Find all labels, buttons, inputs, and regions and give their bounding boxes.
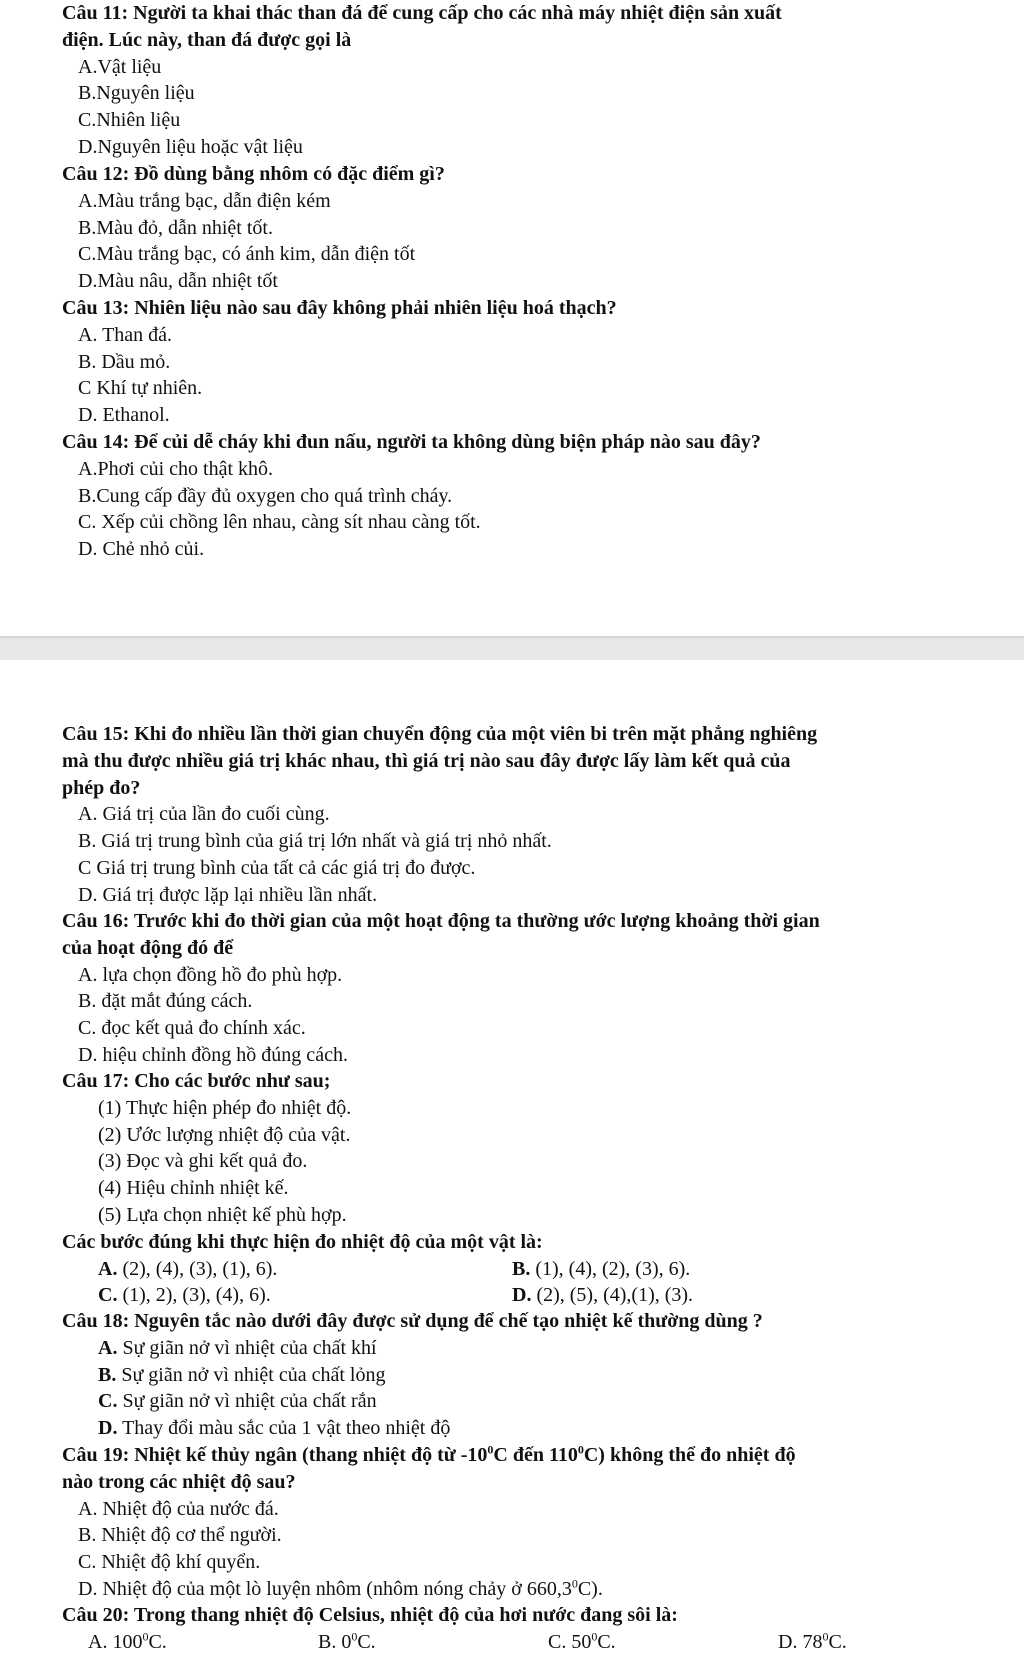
document-page-1 xyxy=(0,0,1024,636)
question-19-option-d xyxy=(0,1576,1024,1603)
answer-text: (2), (4), (3), (1), 6). xyxy=(117,1257,278,1280)
question-16-option-d: D. hiệu chỉnh đồng hồ đúng cách. xyxy=(78,1043,348,1066)
option-text: Thay đổi màu sắc của 1 vật theo nhiệt độ xyxy=(117,1417,451,1440)
question-15-line-3: phép đo? xyxy=(62,776,141,799)
question-18-text: Câu 18: Nguyên tắc nào dưới đây được sử dụng để chế tạo nhiệt kế thường dùng ? xyxy=(62,1310,763,1332)
question-14 xyxy=(0,429,1024,563)
option-degree: 0 xyxy=(142,1629,149,1644)
option-unit: C. xyxy=(357,1630,376,1653)
question-14-option-a: A.Phơi củi cho thật khô. xyxy=(78,457,273,480)
option-unit: C. xyxy=(828,1630,847,1653)
question-20-option-a xyxy=(88,1629,318,1656)
q19-text-2: C đến 110 xyxy=(493,1444,578,1466)
question-16 xyxy=(0,908,1024,1069)
question-12-option-b: B.Màu đỏ, dẫn nhiệt tốt. xyxy=(78,216,273,239)
question-12 xyxy=(0,161,1024,295)
question-13-text: Câu 13: Nhiên liệu nào sau đây không phải nhiên liệu hoá thạch? xyxy=(62,297,617,319)
question-13-option-d: D. Ethanol. xyxy=(78,404,170,427)
question-16-line-1: Câu 16: Trước khi đo thời gian của một hoạt động ta thường ước lượng khoảng thời gian xyxy=(62,910,820,932)
question-17-step-1: (1) Thực hiện phép đo nhiệt độ. xyxy=(98,1096,352,1119)
option-degree: 0 xyxy=(822,1629,829,1644)
answer-text: (1), 2), (3), (4), 6). xyxy=(117,1284,271,1307)
option-label: D. xyxy=(98,1417,118,1440)
option-text: C. 50 xyxy=(548,1630,592,1653)
question-15 xyxy=(0,721,1024,909)
question-20-option-d xyxy=(778,1629,1008,1656)
question-11 xyxy=(0,0,1024,161)
option-label: B. xyxy=(98,1363,117,1386)
question-18 xyxy=(0,1308,1024,1442)
question-12-text: Câu 12: Đồ dùng bằng nhôm có đặc điểm gì? xyxy=(62,163,445,185)
question-17-step-4: (4) Hiệu chỉnh nhiệt kế. xyxy=(98,1177,289,1200)
question-13-option-c: C Khí tự nhiên. xyxy=(78,377,203,400)
answer-text: (2), (5), (4),(1), (3). xyxy=(531,1284,694,1307)
option-unit: C. xyxy=(148,1630,167,1653)
question-17-answer-d xyxy=(512,1282,926,1309)
page-separator xyxy=(0,636,1024,662)
question-18-option-a xyxy=(0,1335,1024,1362)
answer-label: A. xyxy=(98,1257,118,1280)
question-16-option-b: B. đặt mắt đúng cách. xyxy=(78,990,253,1013)
answer-label: C. xyxy=(98,1284,118,1307)
option-label: C. xyxy=(98,1390,118,1413)
question-17-text: Câu 17: Cho các bước như sau; xyxy=(62,1070,331,1092)
option-text: A. 100 xyxy=(88,1630,143,1653)
question-15-line-1: Câu 15: Khi đo nhiều lần thời gian chuyển động của một viên bi trên mặt phẳng nghiêng xyxy=(62,723,818,745)
question-16-line-2: của hoạt động đó để xyxy=(62,936,234,959)
question-20-text: Câu 20: Trong thang nhiệt độ Celsius, nhiệt độ của hơi nước đang sôi là: xyxy=(62,1604,678,1626)
option-text: Sự giãn nở vì nhiệt của chất lỏng xyxy=(116,1363,386,1386)
question-17-answers-row-2 xyxy=(0,1282,1024,1309)
question-12-option-c: C.Màu trắng bạc, có ánh kim, dẫn điện tốt xyxy=(78,243,416,266)
question-14-option-d: D. Chẻ nhỏ củi. xyxy=(78,538,205,561)
question-13-option-a: A. Than đá. xyxy=(78,323,173,346)
question-16-option-a: A. lựa chọn đồng hồ đo phù hợp. xyxy=(78,963,343,986)
question-11-option-b: B.Nguyên liệu xyxy=(78,82,195,105)
q19-text-1: Câu 19: Nhiệt kế thủy ngân (thang nhiệt độ từ -10 xyxy=(62,1444,488,1466)
question-17-step-5: (5) Lựa chọn nhiệt kế phù hợp. xyxy=(98,1203,347,1226)
q19-text-3: C) không thể đo nhiệt độ xyxy=(583,1444,796,1466)
answer-label: D. xyxy=(512,1284,532,1307)
option-degree: 0 xyxy=(351,1629,358,1644)
document-page-2 xyxy=(0,660,1024,1656)
question-19-option-a: A. Nhiệt độ của nước đá. xyxy=(78,1497,279,1520)
q19-option-d-end: C). xyxy=(577,1577,603,1600)
question-11-option-d: D.Nguyên liệu hoặc vật liệu xyxy=(78,135,303,158)
question-20 xyxy=(0,1602,1024,1656)
question-19-option-b: B. Nhiệt độ cơ thể người. xyxy=(78,1524,282,1547)
option-text: Sự giãn nở vì nhiệt của chất rắn xyxy=(117,1390,377,1413)
question-16-option-c: C. đọc kết quả đo chính xác. xyxy=(78,1017,306,1040)
question-18-option-b xyxy=(0,1362,1024,1389)
q19-degree-1: 0 xyxy=(487,1442,494,1457)
question-15-option-a: A. Giá trị của lần đo cuối cùng. xyxy=(78,803,330,826)
question-20-options xyxy=(0,1629,1024,1656)
question-17-prompt: Các bước đúng khi thực hiện đo nhiệt độ của một vật là: xyxy=(62,1230,543,1253)
question-19-line-2: nào trong các nhiệt độ sau? xyxy=(62,1470,296,1493)
question-17-step-2: (2) Ước lượng nhiệt độ của vật. xyxy=(98,1123,351,1146)
question-15-option-d: D. Giá trị được lặp lại nhiều lần nhất. xyxy=(78,883,378,906)
question-17-answer-b xyxy=(512,1256,926,1283)
question-15-line-2: mà thu được nhiều giá trị khác nhau, thì giá trị nào sau đây được lấy làm kết quả của xyxy=(62,749,791,772)
question-14-text: Câu 14: Để củi dễ cháy khi đun nấu, người ta không dùng biện pháp nào sau đây? xyxy=(62,431,761,453)
option-text: D. 78 xyxy=(778,1630,823,1653)
question-17-step-3: (3) Đọc và ghi kết quả đo. xyxy=(98,1150,308,1173)
question-11-line-2: điện. Lúc này, than đá được gọi là xyxy=(62,28,352,51)
question-17-answer-c xyxy=(98,1282,512,1309)
answer-text: (1), (4), (2), (3), 6). xyxy=(530,1257,691,1280)
question-17-answer-a xyxy=(98,1256,512,1283)
option-text: Sự giãn nở vì nhiệt của chất khí xyxy=(117,1336,377,1359)
question-20-option-b xyxy=(318,1629,548,1656)
question-17-answers-row-1 xyxy=(0,1256,1024,1283)
question-19-option-c: C. Nhiệt độ khí quyển. xyxy=(78,1551,261,1574)
question-19 xyxy=(0,1442,1024,1603)
question-13-option-b: B. Dầu mỏ. xyxy=(78,350,171,373)
q19-option-d-text: D. Nhiệt độ của một lò luyện nhôm (nhôm nóng chảy ở 660,3 xyxy=(78,1577,572,1600)
answer-label: B. xyxy=(512,1257,531,1280)
question-15-option-b: B. Giá trị trung bình của giá trị lớn nhất và giá trị nhỏ nhất. xyxy=(78,830,552,853)
question-18-option-d xyxy=(0,1415,1024,1442)
question-18-option-c xyxy=(0,1388,1024,1415)
question-19-line-1 xyxy=(0,1442,1024,1469)
question-12-option-d: D.Màu nâu, dẫn nhiệt tốt xyxy=(78,270,278,293)
question-15-option-c: C Giá trị trung bình của tất cả các giá trị đo được. xyxy=(78,856,476,879)
q19-degree-2: 0 xyxy=(577,1442,584,1457)
question-11-option-a: A.Vật liệu xyxy=(78,55,162,78)
question-11-option-c: C.Nhiên liệu xyxy=(78,109,181,132)
q19-option-d-degree: 0 xyxy=(571,1576,578,1591)
question-14-option-c: C. Xếp củi chồng lên nhau, càng sít nhau càng tốt. xyxy=(78,511,481,534)
question-12-option-a: A.Màu trắng bạc, dẫn điện kém xyxy=(78,189,331,212)
question-17 xyxy=(0,1068,1024,1309)
question-11-line-1: Câu 11: Người ta khai thác than đá để cung cấp cho các nhà máy nhiệt điện sản xuất xyxy=(62,2,782,24)
question-13 xyxy=(0,295,1024,429)
option-unit: C. xyxy=(597,1630,616,1653)
option-label: A. xyxy=(98,1336,118,1359)
option-degree: 0 xyxy=(591,1629,598,1644)
option-text: B. 0 xyxy=(318,1630,352,1653)
question-20-option-c xyxy=(548,1629,778,1656)
question-14-option-b: B.Cung cấp đầy đủ oxygen cho quá trình cháy. xyxy=(78,484,453,507)
